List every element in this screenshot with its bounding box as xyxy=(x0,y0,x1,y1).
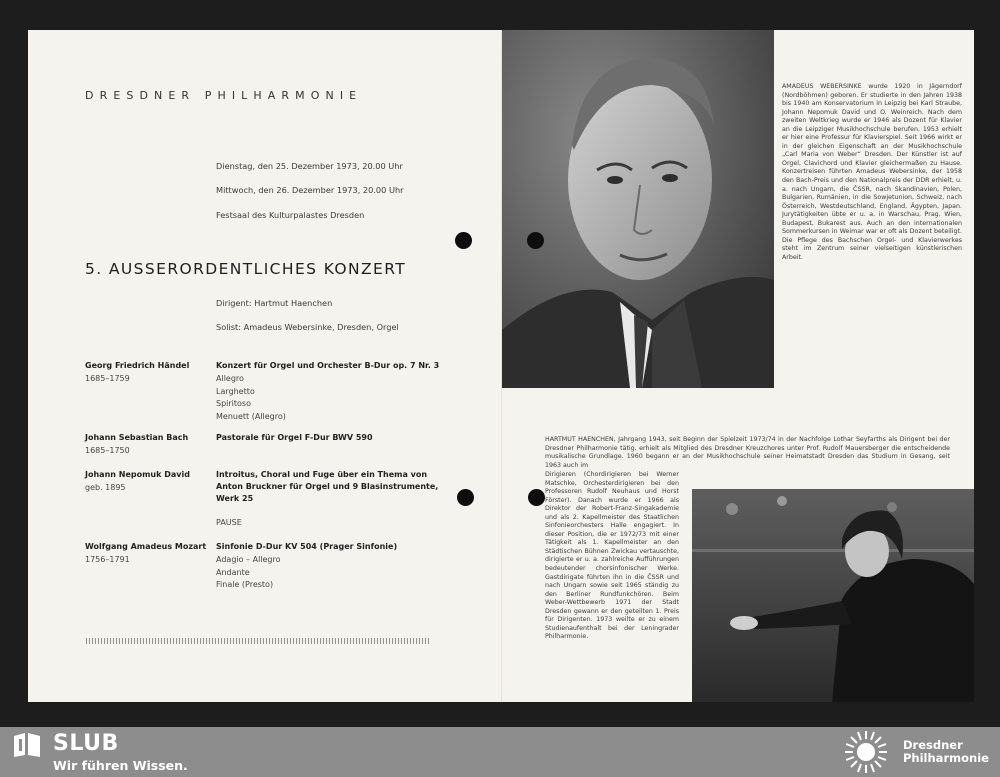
biography-haenchen-intro: HARTMUT HAENCHEN, Jahrgang 1943, seit Beginn der Spielzeit 1973/74 in der Nachfolge Lothar Seyfarths als Dirigent bei der Dresdner Philharmonie tätig, erhielt als Mitglied des Dresdner Kreuzchores unter Prof. Rudolf Mauersberger die entscheidende musikalische Grundlage. 1960 begann er an der Musikhochschule seiner Heimatstadt Dresden das Studium in Gesang, seit 1963 auch im xyxy=(545,436,950,469)
movement: Andante xyxy=(216,567,250,577)
orchestra-heading: DRESDNER PHILHARMONIE xyxy=(85,89,363,102)
partner-name xyxy=(903,739,989,765)
decorative-rule xyxy=(86,638,431,644)
composer-dates: 1756–1791 xyxy=(85,555,130,564)
conductor-credit: Dirigent: Hartmut Haenchen xyxy=(216,298,333,308)
composer-name: Johann Sebastian Bach xyxy=(85,433,189,442)
movement: Finale (Presto) xyxy=(216,580,274,590)
movement-list xyxy=(216,554,281,592)
program-sheet xyxy=(28,30,974,702)
composer-name: Johann Nepomuk David xyxy=(85,470,190,479)
movement-list xyxy=(216,373,286,423)
binder-hole xyxy=(527,232,544,249)
library-name: SLUB xyxy=(53,731,119,756)
composer-name: Georg Friedrich Händel xyxy=(85,361,190,370)
composer-dates: 1685–1750 xyxy=(85,446,130,455)
movement: Allegro xyxy=(216,374,244,383)
biography-haenchen-body: Dirigieren (Chordirigieren bei Werner Matschke, Orchesterdirigieren bei den Professoren Rudolf Neuhaus und Horst Förster). Danach wurde er 1966 als Direktor der Robert-Franz-Singakademie und als 2. Kapellmeister des Staatlichen Sinfonieorchesters Halle engagiert. In dieser Position, die er 1972/73 mit einer Tätigkeit als 1. Kapellmeister an den Städtischen Bühnen Zwickau vertauschte, dirigierte er u. a. zahlreiche Aufführungen bedeutender chorsinfonischer Werke. Gastdirigate führten ihn in die ČSSR und nach Ungarn sowie seit 1965 ständig zu den Berliner Rundfunkchören. Beim Weber-Wettbewerb 1971 der Stadt Dresden gewann er den geteilten 1. Preis für Dirigenten. 1973 weilte er zu einem Studienaufenthalt bei der Leningrader Philharmonie. xyxy=(545,471,679,641)
library-tagline: Wir führen Wissen. xyxy=(53,758,188,773)
portrait-photo xyxy=(502,30,774,388)
movement: Menuett (Allegro) xyxy=(216,411,286,421)
composer-dates: geb. 1895 xyxy=(85,483,126,492)
work-title: Introitus, Choral und Fuge über ein Thema von Anton Bruckner für Orgel und 9 Blasinstrumente, Werk 25 xyxy=(216,470,439,504)
partner-name-line: Philharmonie xyxy=(903,751,989,765)
event-date-1: Dienstag, den 25. Dezember 1973, 20.00 Uhr xyxy=(216,161,403,171)
conductor-photo xyxy=(692,489,974,702)
concert-title: 5. AUSSERORDENTLICHES KONZERT xyxy=(85,260,407,278)
movement: Larghetto xyxy=(216,386,255,396)
work-title: Pastorale für Orgel F-Dur BWV 590 xyxy=(216,433,373,442)
movement: Spiritoso xyxy=(216,399,251,409)
book-icon xyxy=(13,732,41,758)
event-venue: Festsaal des Kulturpalastes Dresden xyxy=(216,210,365,220)
pause-label: PAUSE xyxy=(216,518,242,527)
composer-name: Wolfgang Amadeus Mozart xyxy=(85,542,207,551)
binder-hole xyxy=(455,232,472,249)
event-date-2: Mittwoch, den 26. Dezember 1973, 20.00 Uhr xyxy=(216,185,404,195)
philharmonie-logo-icon xyxy=(842,729,890,775)
movement: Adagio – Allegro xyxy=(216,555,281,564)
soloist-credit: Solist: Amadeus Webersinke, Dresden, Orgel xyxy=(216,322,399,332)
binder-hole xyxy=(528,489,545,506)
footer-bar xyxy=(0,727,1000,777)
partner-name-line: Dresdner xyxy=(903,738,963,752)
biography-webersinke: AMADEUS WEBERSINKE wurde 1920 in Jägerndorf (Nordböhmen) geboren. Er studierte in den Jahren 1938 bis 1940 am Konservatorium in Leipzig bei Karl Straube, Johann Nepomuk David und O. Weinreich. Nach dem zweiten Weltkrieg wurde er 1946 als Dozent für Klavier an die Leipziger Musikhochschule berufen. 1953 erhielt er hier eine Professur für Klavierspiel. Seit 1966 wirkt er in der gleichen Eigenschaft an der Musikhochschule „Carl Maria von Weber“ Dresden. Der Künstler ist auf Orgel, Clavichord und Klavier gleichermaßen zu Hause. Konzertreisen führten Amadeus Webersinke, der 1958 den Bach-Preis und den Nationalpreis der DDR erhielt, u. a. nach Ungarn, die ČSSR, nach Skandinavien, Polen, Bulgarien, Rumänien, in die Sowjetunion, Schweiz, nach Österreich, Westdeutschland, England, Ägypten, Japan. Jurytätigkeiten übte er u. a. in Warschau, Prag, Wien, Budapest, Bukarest aus. Auch an den internationalen Sommerkursen in Weimar war er oft als Dozent beteiligt. Die Pflege des Bachschen Orgel- und Klavierwerkes steht im Zentrum seiner vielseitigen künstlerischen Arbeit. xyxy=(782,83,962,261)
composer-dates: 1685–1759 xyxy=(85,374,130,383)
work-title: Sinfonie D-Dur KV 504 (Prager Sinfonie) xyxy=(216,542,398,551)
work-title: Konzert für Orgel und Orchester B-Dur op. 7 Nr. 3 xyxy=(216,361,440,370)
binder-hole xyxy=(457,489,474,506)
